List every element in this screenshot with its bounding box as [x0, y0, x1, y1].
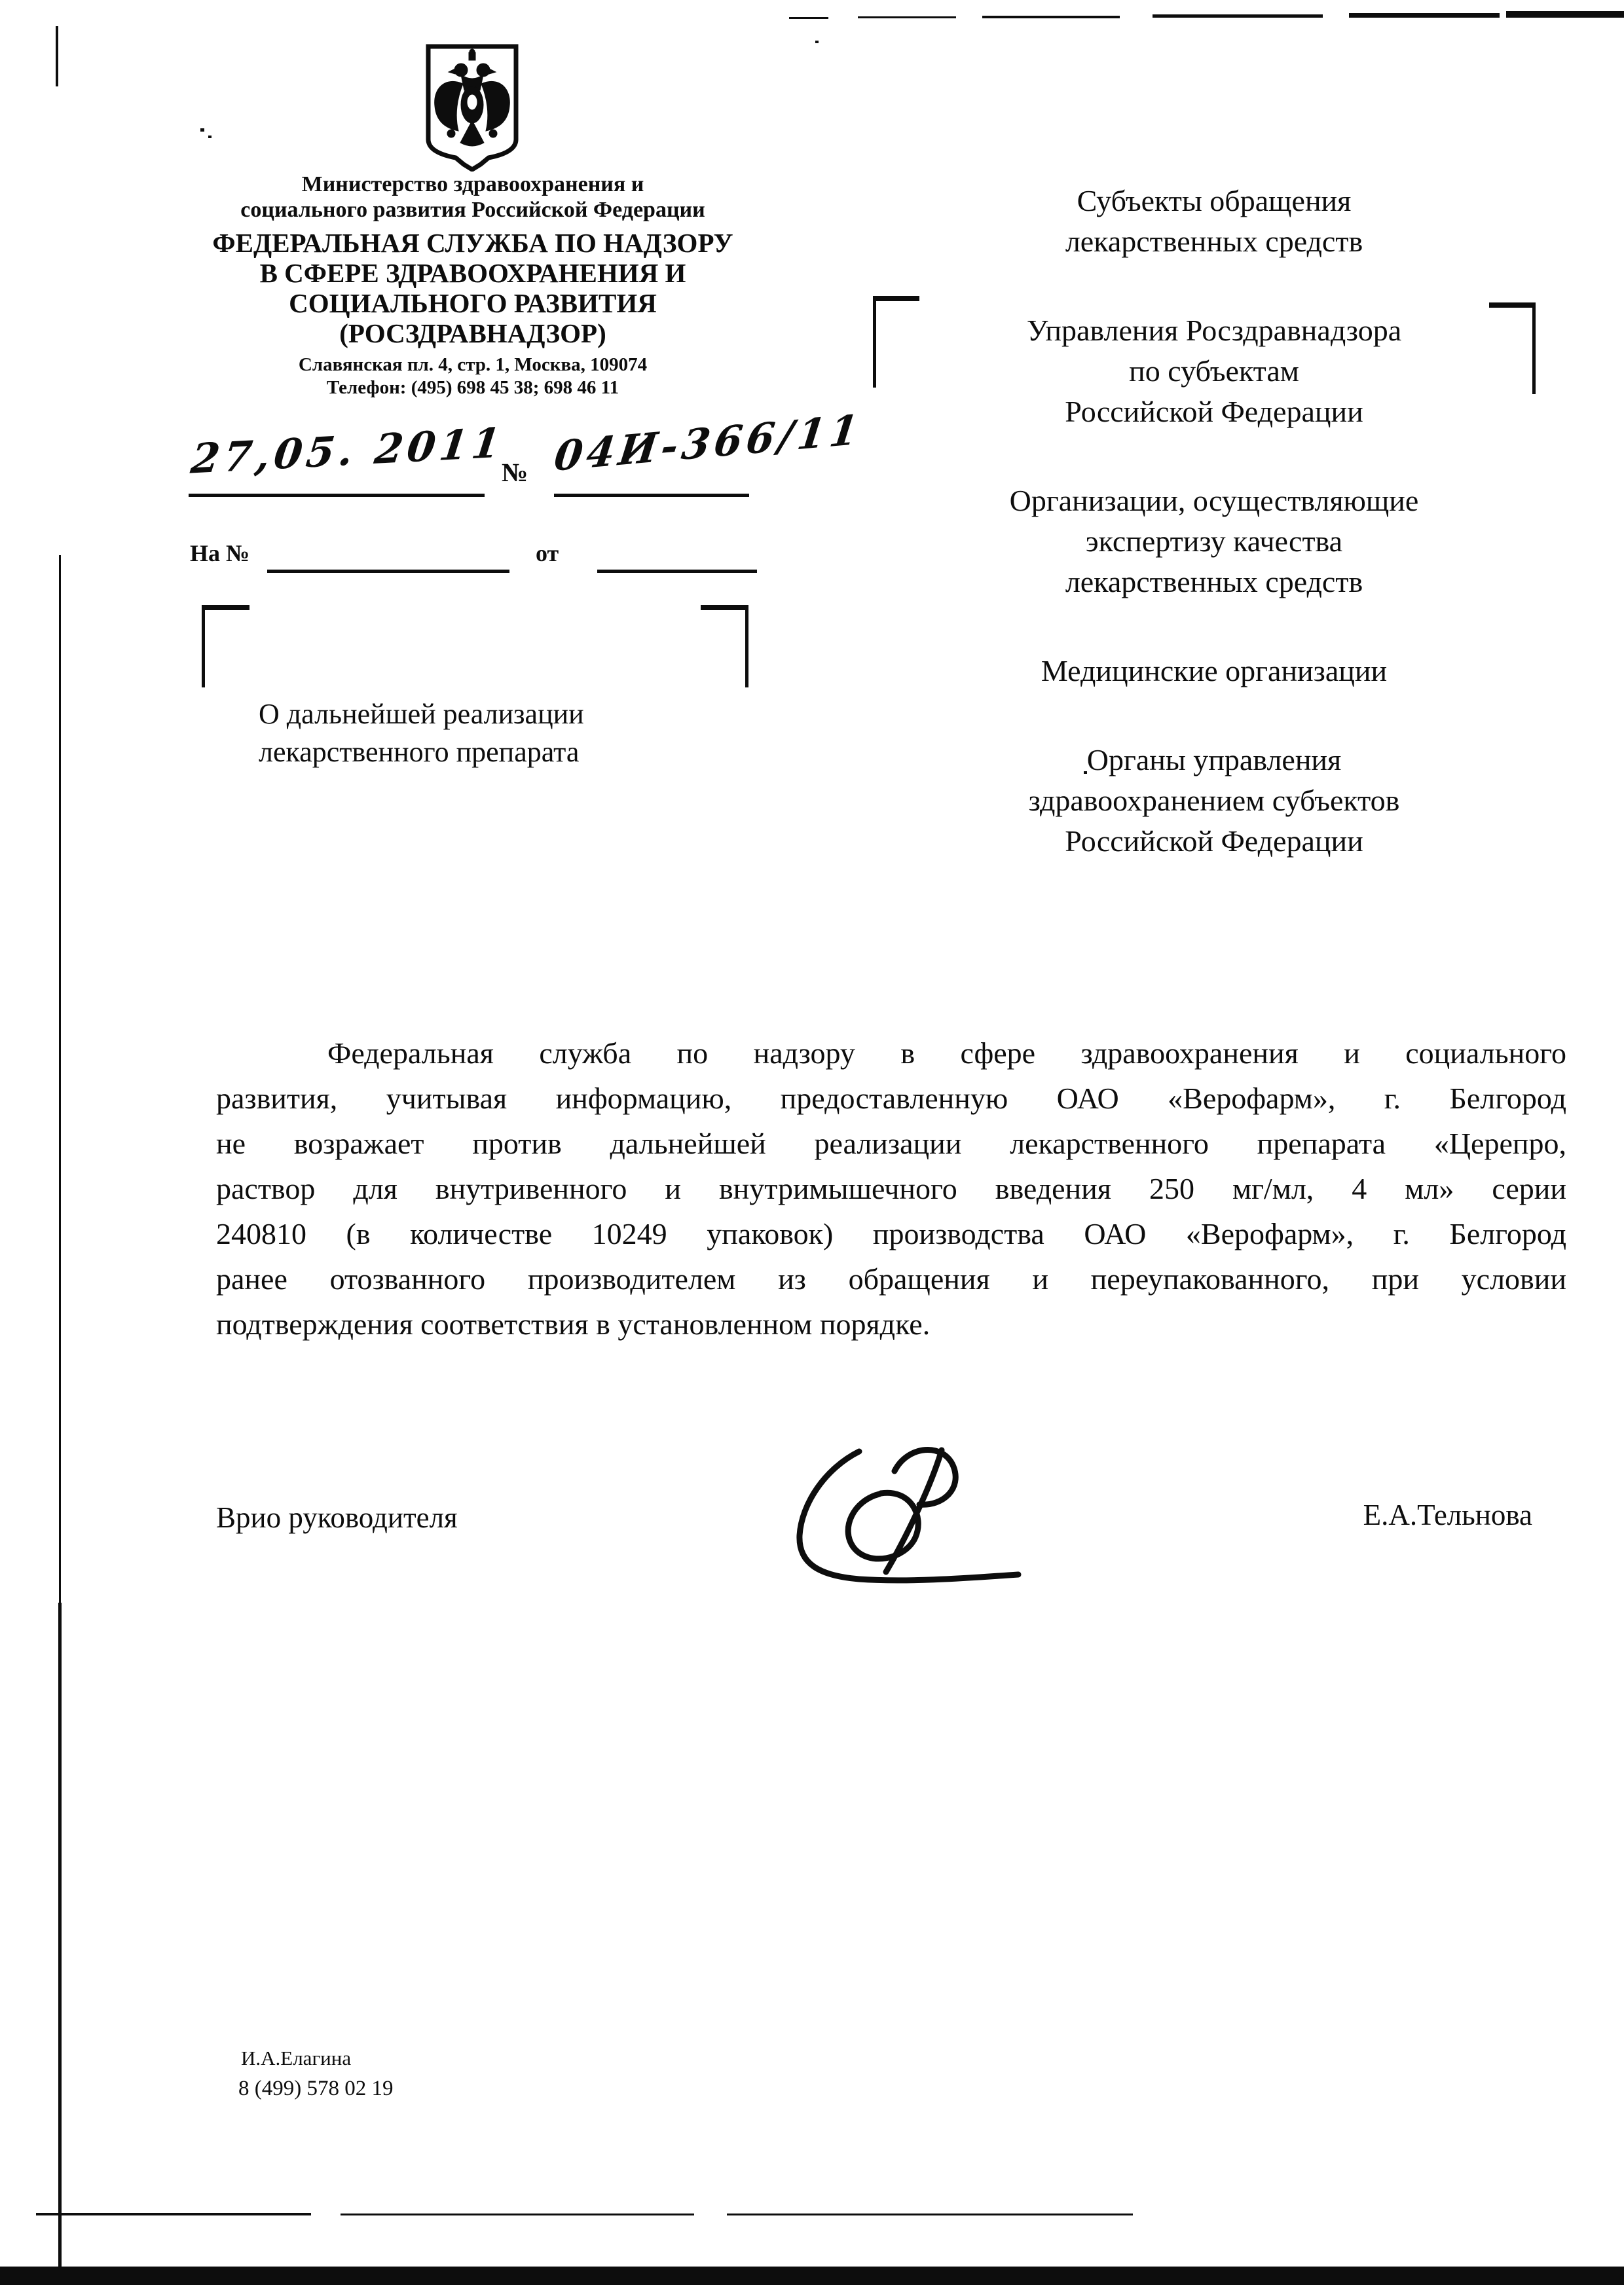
- recipient-line: Медицинские организации: [1041, 654, 1388, 687]
- ministry-name-line: Министерство здравоохранения и: [301, 172, 644, 196]
- scan-artifact-top-dash: [982, 16, 1120, 18]
- body-line: подтверждения соответствия в установленном порядке.: [216, 1307, 931, 1341]
- scan-artifact-top-dash: [1153, 14, 1323, 18]
- scan-speck: [200, 128, 204, 132]
- recipient-line: Российской Федерации: [1065, 395, 1363, 428]
- reply-number-blank-line: [267, 570, 509, 573]
- recipient-line: лекарственных средств: [1065, 565, 1363, 598]
- body-line: 240810 (в количестве 10249 упаковок) производства ОАО «Верофарм», г. Белгород: [216, 1217, 1566, 1250]
- corner-mark: [202, 605, 249, 687]
- signature-scribble: [747, 1430, 1028, 1594]
- scan-artifact-top-dash: [1506, 11, 1624, 18]
- body-line: ранее отозванного производителем из обращения и переупакованного, при условии: [216, 1262, 1566, 1296]
- scan-artifact-bottom-thin-line: [341, 2214, 694, 2215]
- recipient-group: [902, 651, 1526, 691]
- body-line: не возражает против дальнейшей реализации лекарственного препарата «Церепро,: [216, 1127, 1566, 1160]
- recipient-line: Субъекты обращения: [1077, 184, 1352, 217]
- body-line: раствор для внутривенного и внутримышечного введения 250 мг/мл, 4 мл» серии: [216, 1172, 1566, 1205]
- scan-speck: [208, 136, 212, 138]
- recipients-block: [902, 181, 1526, 910]
- recipient-line: здравоохранением субъектов: [1028, 784, 1400, 817]
- body-line: Федеральная служба по надзору в сфере здравоохранения и социального: [327, 1036, 1566, 1070]
- scan-artifact-bottom-thin-line: [36, 2213, 311, 2215]
- letterhead-phone: Телефон: (495) 698 45 38; 698 46 11: [326, 377, 619, 398]
- recipient-line: Органы управления: [1086, 743, 1342, 776]
- executor-name: И.А.Елагина: [241, 2047, 352, 2069]
- recipient-group: [902, 310, 1526, 432]
- scan-artifact-top-dash: [1349, 13, 1500, 18]
- body-paragraph: [216, 1030, 1566, 1347]
- number-sign: №: [502, 458, 528, 487]
- scan-artifact-top-left-tick: [56, 26, 58, 86]
- scan-artifact-top-dash: [789, 17, 828, 19]
- scan-artifact-top-dash: [858, 16, 956, 18]
- recipient-group: [902, 740, 1526, 862]
- reply-to-number-label: На №: [190, 540, 250, 566]
- recipient-line: лекарственных средств: [1065, 225, 1363, 258]
- scan-speck: [815, 41, 819, 43]
- subject-line: О дальнейшей реализации: [259, 698, 584, 730]
- recipient-group: [902, 181, 1526, 262]
- handwritten-date: 27,05. 2011: [188, 418, 507, 483]
- letterhead: [165, 172, 781, 399]
- handwritten-outgoing-number: 04И-366/11: [551, 405, 865, 481]
- number-blank-line: [554, 494, 749, 497]
- signer-position: Врио руководителя: [216, 1501, 458, 1534]
- service-name-line: В СФЕРЕ ЗДРАВООХРАНЕНИЯ И: [259, 258, 686, 288]
- subject-line: лекарственного препарата: [259, 736, 580, 768]
- reply-from-label: от: [536, 540, 559, 566]
- subject-block: [259, 695, 584, 771]
- date-blank-line: [189, 494, 485, 497]
- recipient-line: Организации, осуществляющие: [1009, 484, 1419, 517]
- corner-mark: [701, 605, 748, 687]
- coat-of-arms-icon: [422, 42, 522, 172]
- letterhead-address: Славянская пл. 4, стр. 1, Москва, 109074: [298, 354, 648, 375]
- service-name-line: (РОСЗДРАВНАДЗОР): [339, 318, 606, 348]
- reply-date-blank-line: [597, 570, 757, 573]
- service-name-line: СОЦИАЛЬНОГО РАЗВИТИЯ: [289, 288, 657, 318]
- recipient-line: Управления Росздравнадзора: [1026, 314, 1402, 347]
- recipient-line: Российской Федерации: [1065, 824, 1363, 858]
- recipient-line: по субъектам: [1129, 354, 1299, 388]
- scan-artifact-left-line: [59, 555, 61, 1603]
- body-line: развития, учитывая информацию, предоставленную ОАО «Верофарм», г. Белгород: [216, 1082, 1566, 1115]
- scan-artifact-bottom-band: [0, 2267, 1624, 2285]
- ministry-name-line: социального развития Российской Федерации: [240, 198, 705, 222]
- scan-artifact-left-line: [58, 1603, 62, 2270]
- signer-name: Е.А.Тельнова: [1363, 1499, 1532, 1531]
- recipient-line: экспертизу качества: [1085, 524, 1343, 558]
- scan-artifact-bottom-thin-line: [727, 2214, 1133, 2215]
- executor-phone: 8 (499) 578 02 19: [238, 2077, 394, 2100]
- recipient-group: [902, 481, 1526, 602]
- service-name-line: ФЕДЕРАЛЬНАЯ СЛУЖБА ПО НАДЗОРУ: [212, 228, 733, 258]
